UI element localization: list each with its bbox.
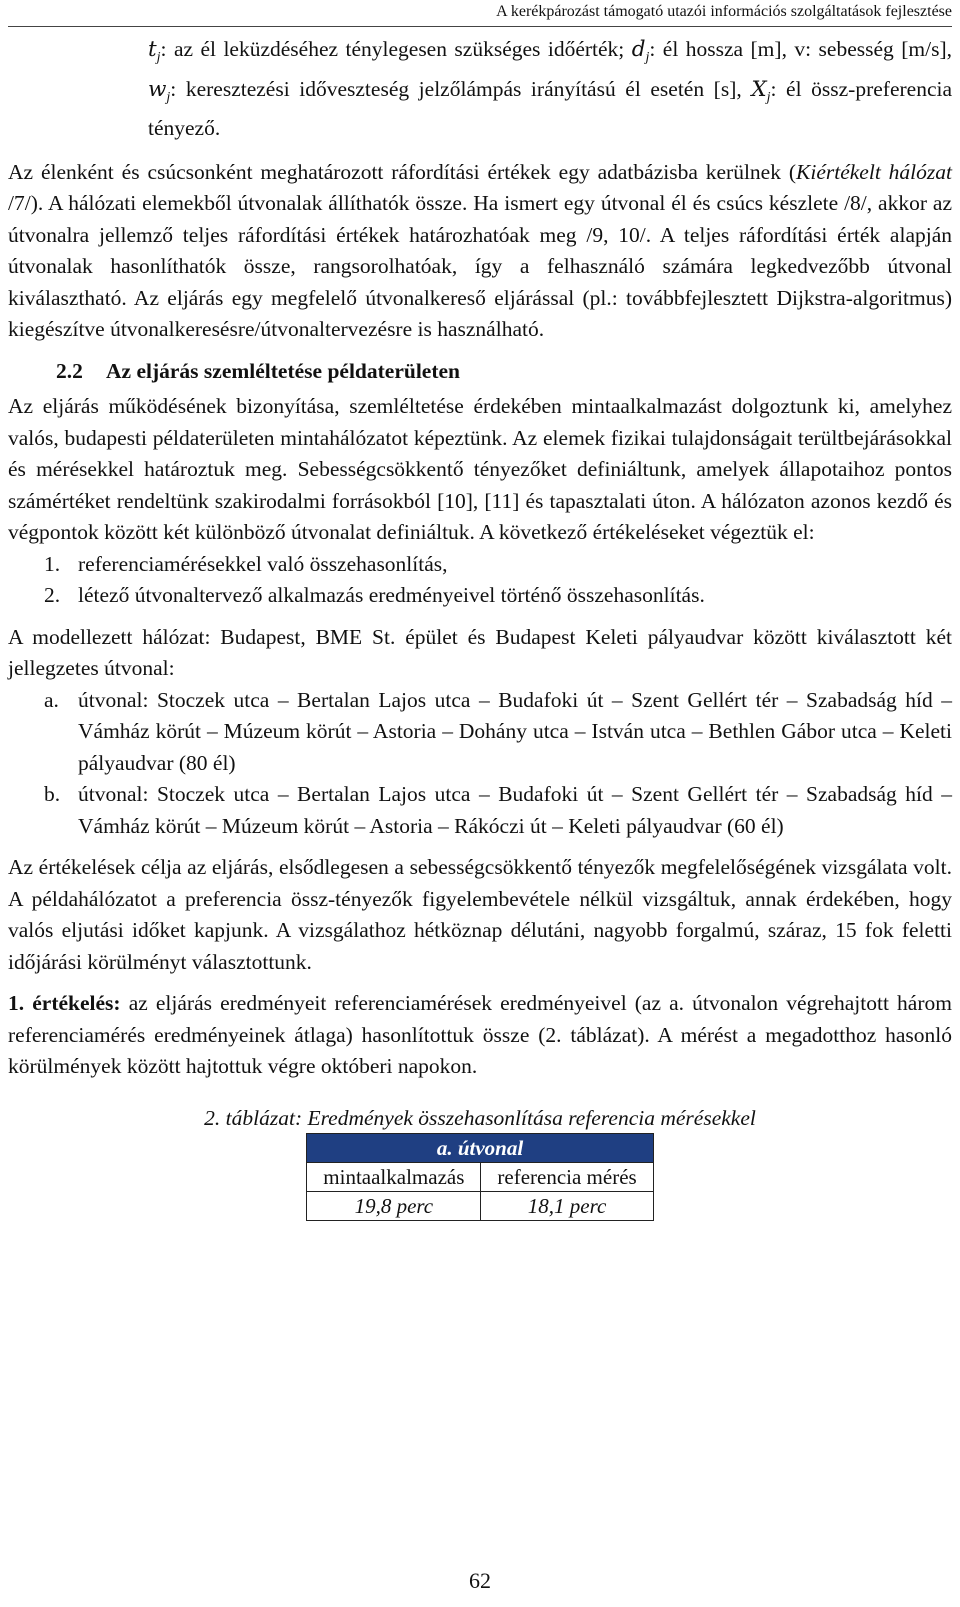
paragraph-5: 1. értékelés: az eljárás eredményeit referenciamérések eredményeivel (az a. útvonalon végrehajtott három referenciamérés eredményeinek átlaga) hasonlítottuk össze (2. táblázat). A mérést a megadotthoz hasonló körülmények között hajtottuk végre októberi napokon. — [8, 991, 952, 1078]
paragraph-4: Az értékelések célja az eljárás, elsődlegesen a sebességcsökkentő tényezők megfelelőségének vizsgálata volt. A példahálózatot a preferencia össz-tényezők figyelembevétele nélkül vizsgáltuk, annak érdekében, hogy valós eljutási időket kapjunk. A vizsgálathoz hétköznap délutáni, nagyobb forgalmú, száraz, 15 fok feletti időjárási körülményt választottunk. — [8, 855, 952, 974]
evaluation-list — [8, 549, 952, 612]
running-header: A kerékpározást támogató utazói információs szolgáltatások fejlesztése — [8, 0, 952, 27]
column-header: referencia mérés — [481, 1162, 653, 1191]
table-row — [307, 1162, 653, 1191]
table-header: a. útvonal — [307, 1133, 653, 1162]
page-body — [8, 34, 952, 1221]
list-item: b. útvonal: Stoczek utca – Bertalan Lajos utca – Budafoki út – Szent Gellért tér – Szabadság híd – Vámház körút – Múzeum körút – Astoria – Rákóczi út – Keleti pályaudvar (60 él) — [44, 782, 952, 838]
results-table — [306, 1133, 653, 1221]
list-item: 1. referenciamérésekkel való összehasonlítás, — [44, 551, 448, 576]
paragraph-3: A modellezett hálózat: Budapest, BME St. épület és Budapest Keleti pályaudvar között kiválasztott két jellegzetes útvonal: — [8, 624, 952, 680]
variable-definitions: $t_j$: az él leküzdéséhez ténylegesen szükséges időérték; $d_j$: él hossza [m], v: sebesség [m/s], $w_j$: keresztezési időveszteség jelzőlámpás irányítású él esetén [s], $X_j$: él össz-preferencia tényező. — [148, 37, 953, 140]
table-cell: 18,1 perc — [481, 1191, 653, 1220]
column-header: mintaalkalmazás — [307, 1162, 481, 1191]
var-d: d — [631, 37, 646, 62]
route-list — [8, 685, 952, 843]
list-item: 2. létező útvonaltervező alkalmazás eredményeivel történő összehasonlítás. — [44, 583, 705, 607]
table-row — [307, 1191, 653, 1220]
var-x: X — [751, 76, 767, 102]
var-w: w — [148, 76, 167, 102]
table-caption: 2. táblázat: Eredmények összehasonlítása referencia mérésekkel — [204, 1105, 756, 1130]
paragraph-1: Az élenként és csúcsonként meghatározott ráfordítási értékek egy adatbázisba kerülnek (Kiértékelt hálózat /7/). A hálózati elemekből útvonalak állíthatók össze. Ha ismert egy útvonal él és csúcs készlete /8/, akkor az útvonalra jellemző teljes ráfordítási értékek határozhatóak meg /9, 10/. A teljes ráfordítási érték alapján útvonalak hasonlíthatók össze, rangsorolhatóak, így a felhasználó számára legkedvezőbb útvonal kiválasztható. Az eljárás egy megfelelő útvonalkereső eljárással (pl.: továbbfejlesztett Dijkstra-algoritmus) kiegészítve útvonalkeresésre/útvonaltervezésre is használható. — [8, 159, 952, 341]
page-number: 62 — [469, 1568, 491, 1593]
section-heading: 2.2 Az eljárás szemléltetése példaterületen — [56, 358, 461, 383]
table-cell: 19,8 perc — [307, 1191, 481, 1220]
var-t: t — [148, 37, 157, 62]
list-item: a. útvonal: Stoczek utca – Bertalan Lajos utca – Budafoki út – Szent Gellért tér – Szabadság híd – Vámház körút – Múzeum körút – Astoria – Dohány utca – István utca – Bethlen Gábor utca – Keleti pályaudvar (80 él) — [44, 687, 952, 775]
paragraph-2: Az eljárás működésének bizonyítása, szemléltetése érdekében mintaalkalmazást dolgoztunk ki, amelyhez valós, budapesti példaterületen mintahálózatot képeztünk. Az elemek fizikai tulajdonságait terültbejárásokkal és mérésekkel határoztuk meg. Sebességcsökkentő tényezőket definiáltunk, amelyek állapotaihoz pontos számértéket rendeltünk szakirodalmi forrásokból [10], [11] és tapasztalati úton. A hálózaton azonos kezdő és végpontok között két különböző útvonalat definiáltuk. A következő értékeléseket végeztük el: — [8, 394, 952, 544]
